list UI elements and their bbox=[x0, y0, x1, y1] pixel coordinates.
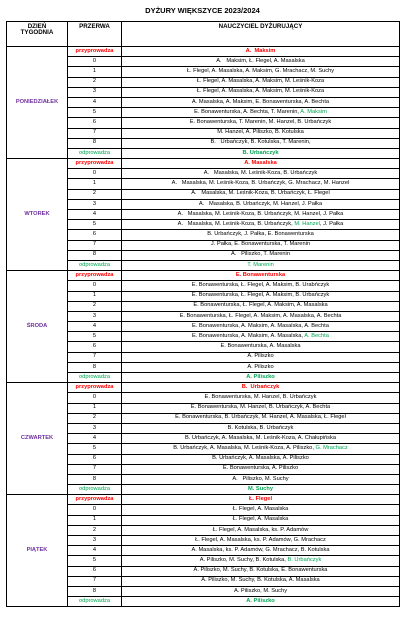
teachers-cell bbox=[122, 148, 400, 158]
schedule-row bbox=[7, 383, 400, 393]
break-cell: 8 bbox=[68, 362, 122, 372]
teachers-text: E. Bonawenturska, Ł. Flegel, A. Maksim, A. Masalska, A. Bechta bbox=[179, 312, 342, 319]
teachers-cell bbox=[122, 189, 400, 199]
break-cell: 0 bbox=[68, 393, 122, 403]
teachers-text: Ł. Flegel, A. Masalska, ks. P. Adamów, G. Mrachacz bbox=[195, 536, 326, 543]
teachers-cell bbox=[122, 505, 400, 515]
teachers-text: A. Masalska, M. Leśnik-Koza, B. Urbańczyk, M. Hanzel, J. Pałka bbox=[177, 210, 344, 217]
day-name: ŚRODA bbox=[7, 271, 68, 383]
teachers-cell bbox=[122, 373, 400, 383]
break-cell: przyprowadza bbox=[68, 271, 122, 281]
teachers-text: E. Bonawenturska, T. Marenin, M. Hanzel, B. Urbańczyk bbox=[189, 119, 332, 126]
document-title: DYŻURY WIĘKSZYCE 2023/2024 bbox=[145, 6, 260, 15]
teachers-text: A. Piliszko bbox=[247, 363, 274, 370]
teachers-cell bbox=[122, 57, 400, 67]
break-cell: 6 bbox=[68, 230, 122, 240]
teachers-cell bbox=[122, 118, 400, 128]
teachers-text: B. Kotulska, B. Urbańczyk bbox=[227, 424, 294, 431]
teachers-cell bbox=[122, 199, 400, 209]
break-cell: 3 bbox=[68, 87, 122, 97]
teachers-text: A. Masalska, M. Leśnik-Koza, B. Urbańczyk, bbox=[177, 220, 295, 227]
teachers-cell bbox=[122, 47, 400, 57]
break-cell: 8 bbox=[68, 586, 122, 596]
teachers-cell bbox=[122, 556, 400, 566]
teachers-cell bbox=[122, 362, 400, 372]
break-cell: 1 bbox=[68, 67, 122, 77]
teachers-text: B. Urbańczyk, B. Kotulska, T. Marenin, bbox=[210, 139, 311, 146]
teachers-cell bbox=[122, 281, 400, 291]
teachers-cell bbox=[122, 454, 400, 464]
teachers-text: J. Pałka, E. Bonawenturska, T. Marenin bbox=[210, 241, 311, 248]
teachers-text: E. Bonawenturska, A. Bechta, T. Marenin, bbox=[194, 108, 301, 115]
header-row bbox=[7, 22, 400, 47]
teachers-text: A. Piliszko, M. Suchy bbox=[233, 587, 288, 594]
break-cell: 5 bbox=[68, 108, 122, 118]
break-cell: przyprowadza bbox=[68, 159, 122, 169]
teachers-text: A. Masalska bbox=[244, 159, 277, 166]
highlighted-teacher: G. Mrachacz bbox=[315, 445, 348, 452]
break-cell: 1 bbox=[68, 515, 122, 525]
break-cell: 5 bbox=[68, 332, 122, 342]
teachers-text: A. Masalska, M. Leśnik-Koza, B. Urbańczyk, G. Mrachacz, M. Hanzel bbox=[171, 180, 350, 187]
schedule-row bbox=[7, 271, 400, 281]
break-cell: 5 bbox=[68, 556, 122, 566]
teachers-cell bbox=[122, 342, 400, 352]
teachers-cell bbox=[122, 474, 400, 484]
teachers-text: A. Maksim, Ł. Flegel, A. Masalska bbox=[216, 57, 305, 64]
break-cell: odprowadza bbox=[68, 597, 122, 607]
break-cell: odprowadza bbox=[68, 260, 122, 270]
teachers-text: A. Piliszko, T. Marenin bbox=[230, 251, 290, 258]
teachers-text: B. Urbańczyk, A. Masalska, M. Leśnik-Koza, A. Piliszko, bbox=[173, 445, 316, 452]
header-teachers: NAUCZYCIEL DYŻURUJĄCY bbox=[122, 22, 400, 47]
break-cell: 3 bbox=[68, 311, 122, 321]
day-name: WTOREK bbox=[7, 159, 68, 271]
teachers-cell bbox=[122, 260, 400, 270]
break-cell: odprowadza bbox=[68, 485, 122, 495]
teachers-text: B. Urbańczyk, A. Masalska, M. Leśnik-Koza, A. Chałupińska bbox=[184, 434, 337, 441]
teachers-cell bbox=[122, 444, 400, 454]
teachers-cell bbox=[122, 179, 400, 189]
teachers-text: A. Piliszko, M. Suchy, B. Kotulska, E. Bonawenturska bbox=[193, 567, 328, 574]
break-cell: 0 bbox=[68, 169, 122, 179]
break-cell: 7 bbox=[68, 352, 122, 362]
teachers-text: A. Piliszko bbox=[246, 597, 275, 604]
teachers-text: E. Bonawenturska, Ł. Flegel, A. Maksim, A. Masalska bbox=[193, 302, 328, 309]
header-break: PRZERWA bbox=[68, 22, 122, 47]
break-cell: 7 bbox=[68, 128, 122, 138]
teachers-cell bbox=[122, 413, 400, 423]
teachers-text: Ł. Flegel, A. Masalska, ks. P. Adamów bbox=[212, 526, 309, 533]
day-name: CZWARTEK bbox=[7, 383, 68, 495]
break-cell: 5 bbox=[68, 444, 122, 454]
teachers-cell bbox=[122, 250, 400, 260]
teachers-cell bbox=[122, 97, 400, 107]
schedule-row bbox=[7, 495, 400, 505]
teachers-text: B. Urbańczyk, A. Masalska, A. Piliszko bbox=[212, 455, 309, 462]
teachers-cell bbox=[122, 67, 400, 77]
teachers-cell bbox=[122, 210, 400, 220]
teachers-text: A. Masalska, B. Urbańczyk, M. Hanzel, J. Pałka bbox=[198, 200, 323, 207]
break-cell: 7 bbox=[68, 576, 122, 586]
teachers-text: E. Bonawenturska bbox=[235, 271, 286, 278]
teachers-cell bbox=[122, 108, 400, 118]
teachers-cell bbox=[122, 434, 400, 444]
break-cell: 0 bbox=[68, 281, 122, 291]
teachers-text: Ł. Flegel, A. Masalska bbox=[232, 506, 289, 513]
break-cell: 0 bbox=[68, 57, 122, 67]
teachers-text: A. Maksim bbox=[245, 47, 276, 54]
day-name: PONIEDZIAŁEK bbox=[7, 47, 68, 159]
break-cell: 1 bbox=[68, 403, 122, 413]
teachers-text: A. Piliszko bbox=[246, 373, 275, 380]
break-cell: 2 bbox=[68, 413, 122, 423]
break-cell: 6 bbox=[68, 342, 122, 352]
teachers-text: A. Masalska, ks. P. Adamów, G. Mrachacz, B. Kotulska bbox=[191, 546, 330, 553]
teachers-cell bbox=[122, 485, 400, 495]
day-name: PIĄTEK bbox=[7, 495, 68, 607]
teachers-text: E. Bonawenturska, Ł. Flegel, A. Maksim, B. Urbańczyk bbox=[191, 292, 330, 299]
teachers-cell bbox=[122, 403, 400, 413]
break-cell: 8 bbox=[68, 474, 122, 484]
break-cell: 5 bbox=[68, 220, 122, 230]
teachers-text: A. Piliszko bbox=[247, 353, 274, 360]
teachers-cell bbox=[122, 515, 400, 525]
break-cell: 1 bbox=[68, 291, 122, 301]
teachers-cell bbox=[122, 271, 400, 281]
teachers-cell bbox=[122, 230, 400, 240]
teachers-cell bbox=[122, 586, 400, 596]
teachers-text: A. Piliszko, M. Suchy, B. Kotulska, bbox=[199, 557, 288, 564]
teachers-text: E. Bonawenturska, A. Maksim, A. Masalska, A. Bechta bbox=[192, 322, 329, 329]
break-cell: 4 bbox=[68, 97, 122, 107]
break-cell: 0 bbox=[68, 505, 122, 515]
teachers-text: A. Masalska, M. Leśnik-Koza, B. Urbańczyk, Ł. Flegel bbox=[191, 190, 330, 197]
break-cell: 3 bbox=[68, 536, 122, 546]
teachers-cell bbox=[122, 566, 400, 576]
teachers-cell bbox=[122, 159, 400, 169]
teachers-cell bbox=[122, 291, 400, 301]
teachers-cell bbox=[122, 169, 400, 179]
teachers-text: A. Masalska, M. Leśnik-Koza, B. Urbańczyk bbox=[203, 169, 318, 176]
teachers-cell bbox=[122, 536, 400, 546]
break-cell: 8 bbox=[68, 138, 122, 148]
teachers-cell bbox=[122, 138, 400, 148]
header-day: DZIEŃ TYGODNIA bbox=[7, 22, 68, 47]
teachers-text: Ł. Flegel, A. Masalska, A. Maksim, M. Leśnik-Koza bbox=[196, 78, 325, 85]
teachers-text: B. Urbańczyk bbox=[242, 149, 279, 156]
break-cell: 8 bbox=[68, 250, 122, 260]
teachers-text: A. Masalska, A. Maksim, E. Bonawenturska, A. Bechta bbox=[191, 98, 330, 105]
highlighted-teacher: A. Bechta bbox=[304, 332, 329, 339]
break-cell: 2 bbox=[68, 77, 122, 87]
teachers-text-after: , J. Pałka bbox=[319, 220, 344, 227]
teachers-cell bbox=[122, 220, 400, 230]
teachers-cell bbox=[122, 332, 400, 342]
teachers-cell bbox=[122, 383, 400, 393]
teachers-cell bbox=[122, 495, 400, 505]
teachers-cell bbox=[122, 77, 400, 87]
teachers-text: E. Bonawenturska, B. Urbańczyk, M. Hanzel, A. Masalska, Ł. Flegel bbox=[175, 414, 346, 421]
teachers-cell bbox=[122, 352, 400, 362]
teachers-text: B. Urbańczyk bbox=[241, 383, 280, 390]
teachers-cell bbox=[122, 525, 400, 535]
teachers-cell bbox=[122, 87, 400, 97]
teachers-cell bbox=[122, 576, 400, 586]
teachers-text: M. Hanzel, A. Piliszko, B. Kotulska bbox=[217, 129, 304, 136]
break-cell: 7 bbox=[68, 464, 122, 474]
break-cell: 4 bbox=[68, 322, 122, 332]
schedule-row bbox=[7, 47, 400, 57]
break-cell: 2 bbox=[68, 189, 122, 199]
break-cell: 3 bbox=[68, 423, 122, 433]
break-cell: 2 bbox=[68, 525, 122, 535]
teachers-cell bbox=[122, 301, 400, 311]
duty-table bbox=[6, 21, 400, 607]
break-cell: 4 bbox=[68, 210, 122, 220]
break-cell: 3 bbox=[68, 199, 122, 209]
teachers-text: A. Piliszko, M. Suchy, B. Kotulska, A. Masalska bbox=[201, 577, 320, 584]
teachers-text: Ł. Flegel, A. Masalska bbox=[232, 516, 289, 523]
break-cell: przyprowadza bbox=[68, 47, 122, 57]
teachers-text: B. Urbańczyk, J. Pałka, E. Bonawenturska bbox=[207, 231, 314, 238]
teachers-cell bbox=[122, 546, 400, 556]
break-cell: 6 bbox=[68, 118, 122, 128]
break-cell: przyprowadza bbox=[68, 383, 122, 393]
highlighted-teacher: M. Hanzel bbox=[294, 220, 320, 227]
teachers-text: E. Bonawenturska, M. Hanzel, B. Urbańczyk bbox=[204, 394, 317, 401]
break-cell: odprowadza bbox=[68, 373, 122, 383]
teachers-cell bbox=[122, 464, 400, 474]
teachers-text: E. Bonawenturska, A. Masalska bbox=[220, 343, 301, 350]
teachers-text: Ł. Flegel, A. Masalska, A. Maksim, G. Mrachacz, M. Suchy bbox=[186, 68, 335, 75]
break-cell: 6 bbox=[68, 566, 122, 576]
teachers-cell bbox=[122, 393, 400, 403]
teachers-text: A. Piliszko, M. Suchy bbox=[232, 475, 289, 482]
teachers-cell bbox=[122, 128, 400, 138]
teachers-cell bbox=[122, 240, 400, 250]
break-cell: odprowadza bbox=[68, 148, 122, 158]
break-cell: 6 bbox=[68, 454, 122, 464]
teachers-text: E. Bonawenturska, A. Piliszko bbox=[222, 465, 299, 472]
teachers-text: E. Bonawenturska, A. Maksim, A. Masalska, bbox=[192, 332, 305, 339]
highlighted-teacher: B. Urbańczyk bbox=[287, 557, 322, 564]
teachers-cell bbox=[122, 597, 400, 607]
schedule-row bbox=[7, 159, 400, 169]
teachers-cell bbox=[122, 423, 400, 433]
teachers-cell bbox=[122, 322, 400, 332]
duty-table-body bbox=[7, 47, 400, 607]
teachers-text: E. Bonawenturska, M. Hanzel, B. Urbańczyk, A. Bechta bbox=[190, 404, 331, 411]
teachers-cell bbox=[122, 311, 400, 321]
teachers-text: Ł. Flegel, A. Masalska, A. Maksim, M. Leśnik-Koza bbox=[196, 88, 325, 95]
break-cell: 1 bbox=[68, 179, 122, 189]
teachers-text: T. Marenin bbox=[247, 261, 274, 268]
break-cell: przyprowadza bbox=[68, 495, 122, 505]
highlighted-teacher: A. Maksim bbox=[300, 108, 327, 115]
teachers-text: M. Suchy bbox=[248, 485, 273, 492]
break-cell: 7 bbox=[68, 240, 122, 250]
break-cell: 4 bbox=[68, 546, 122, 556]
break-cell: 4 bbox=[68, 434, 122, 444]
break-cell: 2 bbox=[68, 301, 122, 311]
teachers-text: Ł. Flegel bbox=[248, 495, 273, 502]
teachers-text: E. Bonawenturska, Ł. Flegel, A. Maksim, B. Urabńczyk bbox=[191, 282, 330, 289]
